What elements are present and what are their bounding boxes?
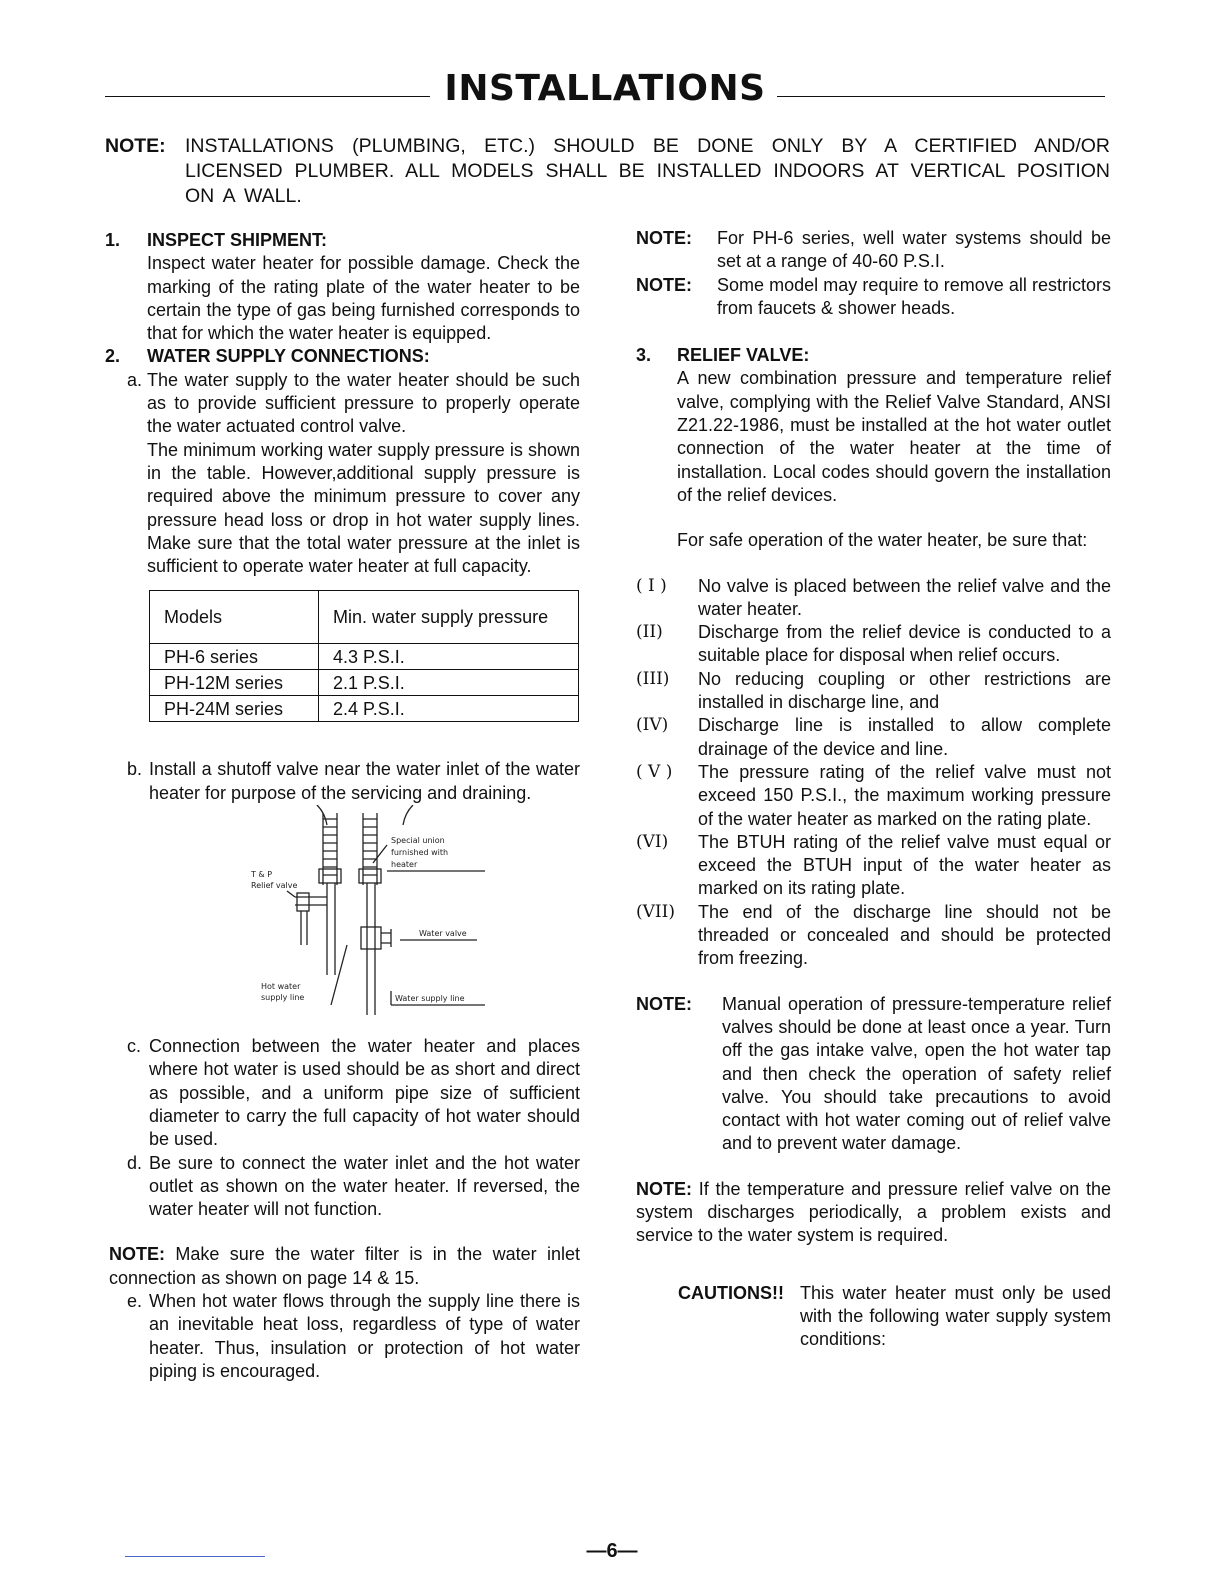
page-title: INSTALLATIONS xyxy=(444,68,766,109)
section-body: A new combination pressure and temperature relief valve, complying with the Relief Valve Standard, ANSI Z21.22-1986, must be installed at the hot water outlet connection of the water heater at the time of installation. Local codes should govern the installation of the relief devices. xyxy=(677,368,1111,505)
manual-operation-note xyxy=(636,993,1111,1156)
item-e xyxy=(127,1290,580,1383)
right-column xyxy=(636,227,1111,1351)
top-note-label: NOTE: xyxy=(105,135,166,157)
item-b xyxy=(127,758,580,805)
label-heater: heater xyxy=(391,860,418,870)
item-text: The water supply to the water heater should be such as to provide sufficient pressure to properly operate the water actuated control valve. xyxy=(147,369,580,437)
plumbing-diagram xyxy=(245,805,505,1035)
section-heading: WATER SUPPLY CONNECTIONS: xyxy=(147,346,430,367)
table-header-row xyxy=(150,591,579,644)
section-inspect-shipment xyxy=(105,229,580,345)
table-cell: 4.3 P.S.I. xyxy=(319,644,579,670)
note-text: Manual operation of pressure-temperature relief valves should be done at least once a year. Turn off the gas intake valve, open the hot water tap and then check the operation of safety relief valve. You should take precautions to avoid contact with hot water coming out of relief valve and to prevent water damage. xyxy=(722,993,1111,1154)
label-furnished-with: furnished with xyxy=(391,848,449,858)
item-label: d. xyxy=(127,1152,143,1173)
page-number: —6— xyxy=(586,1540,638,1562)
note-text: If the temperature and pressure relief valve on the system discharges periodically, a problem exists and service to the water system is required. xyxy=(636,1178,1111,1246)
section-heading: RELIEF VALVE: xyxy=(677,345,810,366)
item-text: Be sure to connect the water inlet and the hot water outlet as shown on the water heater. If reversed, the water heater will not function. xyxy=(149,1152,580,1220)
item-text: The pressure rating of the relief valve must not exceed 150 P.S.I., the maximum working pressure of the water heater as marked on the rating plate. xyxy=(698,761,1111,829)
item-label: b. xyxy=(127,759,143,780)
section-relief-valve xyxy=(636,344,1111,552)
item-text: Discharge line is installed to allow complete drainage of the device and line. xyxy=(698,715,1111,759)
note-text: For PH-6 series, well water systems should be set at a range of 40-60 P.S.I. xyxy=(717,228,1111,272)
section-number: 2. xyxy=(105,346,121,367)
title-rule-right xyxy=(777,96,1105,97)
label-special-union: Special union xyxy=(391,836,445,846)
table-cell: PH-24M series xyxy=(150,696,319,722)
section-number: 3. xyxy=(636,345,652,366)
checklist-item xyxy=(636,901,1111,971)
top-note xyxy=(105,134,1110,209)
item-text: Install a shutoff valve near the water inlet of the water heater for purpose of the servicing and draining. xyxy=(149,759,580,803)
safe-operation-intro: For safe operation of the water heater, be sure that: xyxy=(677,530,1088,551)
discharge-note xyxy=(636,1178,1111,1248)
label-water-supply-line: Water supply line xyxy=(395,994,465,1004)
label-water-valve: Water valve xyxy=(419,929,467,939)
item-text: Connection between the water heater and places where hot water is used should be as short and direct as possible, and a uniform pipe size of sufficient diameter to carry the full capacity of hot water should be used. xyxy=(149,1036,580,1150)
item-number: (IV) xyxy=(636,715,669,736)
item-number: ( I ) xyxy=(636,575,667,596)
item-text-continued: The minimum working water supply pressure is shown in the table. However,additional supply pressure is required above the minimum pressure to cover any pressure head loss or drop in hot water supply lines. Make sure that the total water pressure at the inlet is sufficient to operate water heater at full capacity. xyxy=(147,439,580,577)
item-a xyxy=(127,369,580,579)
item-label: c. xyxy=(127,1036,142,1057)
checklist-item xyxy=(636,714,1111,761)
item-text: The BTUH rating of the relief valve must equal or exceed the BTUH input of the water heater as marked on its rating plate. xyxy=(698,831,1111,899)
item-text: The end of the discharge line should not be threaded or concealed and should be protected from freezing. xyxy=(698,901,1111,969)
item-c xyxy=(127,1035,580,1151)
item-text: No reducing coupling or other restrictions are installed in discharge line, and xyxy=(698,668,1111,713)
table-cell: PH-12M series xyxy=(150,670,319,696)
pressure-table xyxy=(149,590,579,722)
note-label: NOTE: xyxy=(636,1178,692,1199)
checklist-item xyxy=(636,761,1111,831)
item-d xyxy=(127,1152,580,1222)
section-number: 1. xyxy=(105,230,121,250)
item-label: a. xyxy=(127,369,143,390)
note-label: NOTE: xyxy=(109,1244,165,1265)
table-header: Min. water supply pressure xyxy=(319,591,579,644)
table-header: Models xyxy=(150,591,319,644)
note-text: Some model may require to remove all restrictors from faucets & shower heads. xyxy=(717,274,1111,318)
top-note-text: INSTALLATIONS (PLUMBING, ETC.) SHOULD BE DONE ONLY BY A CERTIFIED AND/OR LICENSED PLUMBER. ALL MODELS SHALL BE INSTALLED INDOORS AT VERTICAL POSITION ON A WALL. xyxy=(185,135,1110,207)
note-label: NOTE: xyxy=(636,274,692,295)
checklist-item xyxy=(636,575,1111,622)
cautions-block xyxy=(678,1282,1111,1352)
item-number: (II) xyxy=(636,622,663,643)
checklist-item xyxy=(636,668,1111,715)
cautions-label: CAUTIONS!! xyxy=(678,1282,784,1303)
note-label: NOTE: xyxy=(636,993,692,1014)
section-water-supply xyxy=(105,345,580,368)
relief-checklist xyxy=(636,575,1111,971)
table-row xyxy=(150,644,579,670)
table-cell: 2.1 P.S.I. xyxy=(319,670,579,696)
left-column xyxy=(105,229,580,1383)
label-tp: T & P xyxy=(251,870,273,880)
item-number: (VII) xyxy=(636,901,675,922)
plumbing-diagram-drawing xyxy=(245,805,505,1035)
checklist-item xyxy=(636,621,1111,668)
section-body: Inspect water heater for possible damage. Check the marking of the rating plate of the water heater to be certain the type of gas being furnished corresponds to that for which the water heater is equipped. xyxy=(147,253,580,344)
label-hot-water: Hot water xyxy=(261,982,301,992)
note-label: NOTE: xyxy=(636,228,692,248)
cautions-text: This water heater must only be used with the following water supply system conditions: xyxy=(800,1282,1111,1350)
water-filter-note xyxy=(109,1243,580,1290)
note-well-water xyxy=(636,227,1111,274)
item-text: When hot water flows through the supply line there is an inevitable heat loss, regardless of type of water heater. Thus, insulation or protection of hot water piping is encouraged. xyxy=(149,1291,580,1381)
table-cell: 2.4 P.S.I. xyxy=(319,696,579,722)
note-restrictors xyxy=(636,274,1111,321)
table-cell: PH-6 series xyxy=(150,644,319,670)
title-row xyxy=(105,68,1105,118)
footer-rule xyxy=(125,1556,265,1557)
label-supply-line: supply line xyxy=(261,993,305,1003)
item-text: Discharge from the relief device is conducted to a suitable place for disposal when relief occurs. xyxy=(698,622,1111,666)
table-row xyxy=(150,670,579,696)
item-label: e. xyxy=(127,1291,143,1312)
label-relief-valve: Relief valve xyxy=(251,881,298,891)
item-number: (VI) xyxy=(636,831,669,852)
item-text: No valve is placed between the relief valve and the water heater. xyxy=(698,575,1111,619)
section-heading: INSPECT SHIPMENT: xyxy=(147,230,328,250)
table-row xyxy=(150,696,579,722)
item-number: (III) xyxy=(636,668,670,689)
checklist-item xyxy=(636,831,1111,901)
note-text: Make sure the water filter is in the water inlet connection as shown on page 14 & 15. xyxy=(109,1244,580,1288)
item-number: ( V ) xyxy=(636,761,673,782)
